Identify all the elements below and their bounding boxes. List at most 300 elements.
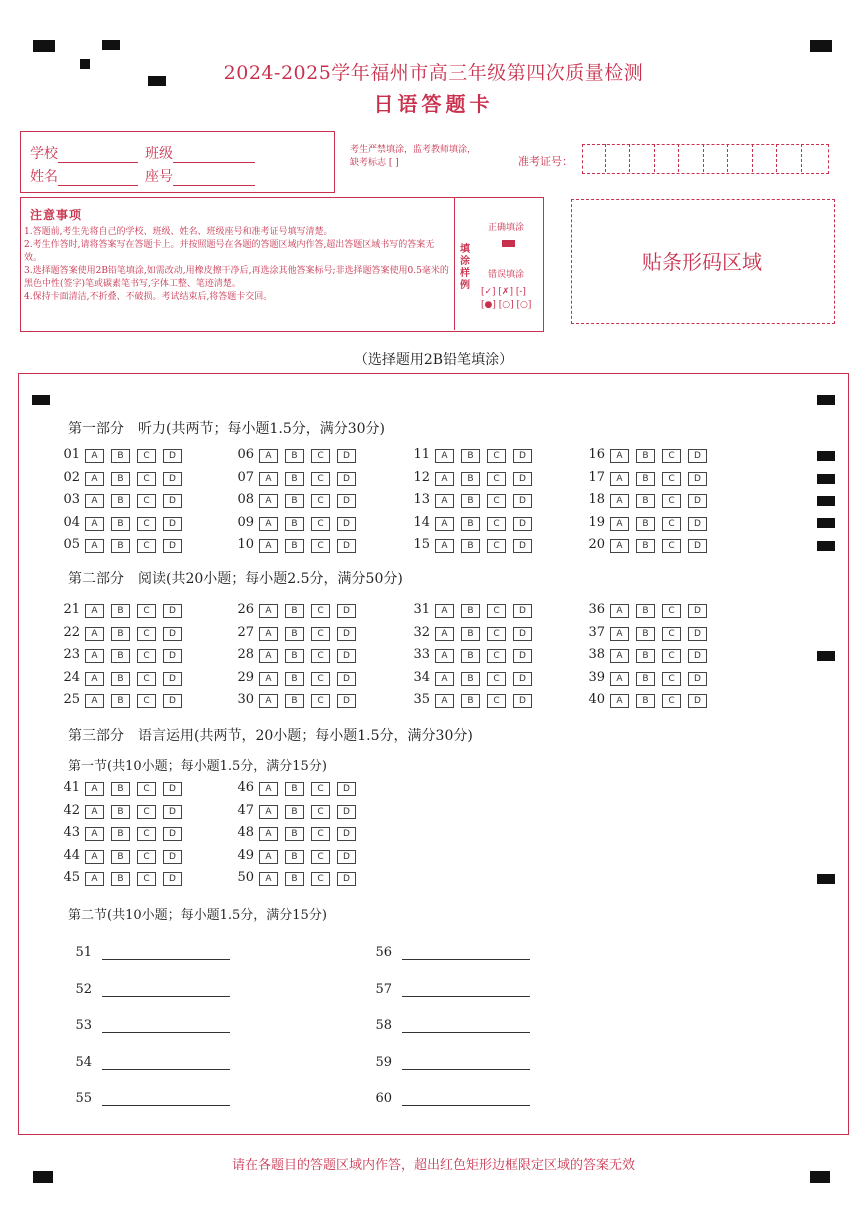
question-number: 28: [237, 647, 254, 663]
option-bubble-c[interactable]: C: [137, 627, 156, 641]
option-bubble-c[interactable]: C: [137, 850, 156, 864]
option-bubble-c[interactable]: C: [311, 449, 330, 463]
question-number: 24: [63, 669, 80, 685]
option-bubble-c[interactable]: C: [311, 627, 330, 641]
question-number: 16: [588, 447, 605, 462]
question-number: 36: [588, 602, 605, 617]
option-bubble-c[interactable]: C: [311, 805, 330, 819]
option-bubble-b[interactable]: B: [636, 649, 655, 663]
question-number: 58: [375, 1018, 392, 1034]
question-number: 53: [75, 1018, 92, 1034]
option-bubble-d[interactable]: D: [337, 604, 356, 618]
option-bubble-b[interactable]: B: [111, 827, 130, 841]
option-bubble-a[interactable]: A: [85, 517, 104, 531]
option-bubble-d[interactable]: D: [163, 827, 182, 841]
part1-title: 第一部分 听力(共两节；每小题1.5分，满分30分): [68, 421, 386, 437]
option-bubble-c[interactable]: C: [662, 539, 681, 553]
answer-line[interactable]: [102, 1068, 230, 1070]
option-bubble-d[interactable]: D: [337, 627, 356, 641]
option-bubble-b[interactable]: B: [285, 494, 304, 508]
option-bubble-b[interactable]: B: [285, 872, 304, 886]
class-field[interactable]: [145, 143, 255, 163]
option-bubble-a[interactable]: A: [85, 627, 104, 641]
option-bubble-c[interactable]: C: [311, 649, 330, 663]
option-bubble-c[interactable]: C: [662, 517, 681, 531]
option-bubble-a[interactable]: A: [610, 449, 629, 463]
option-bubble-b[interactable]: B: [111, 604, 130, 618]
option-bubble-c[interactable]: C: [311, 872, 330, 886]
option-bubble-b[interactable]: B: [111, 449, 130, 463]
timing-mark: [33, 40, 55, 52]
question-number: 01: [63, 447, 80, 462]
question-number: 12: [413, 469, 430, 485]
option-bubble-d[interactable]: D: [688, 649, 707, 663]
option-bubble-a[interactable]: A: [85, 850, 104, 864]
option-bubble-c[interactable]: C: [487, 517, 506, 531]
answer-line[interactable]: [102, 1104, 230, 1106]
option-bubble-a[interactable]: A: [610, 472, 629, 486]
question-number: 57: [375, 981, 392, 997]
option-bubble-d[interactable]: D: [337, 672, 356, 686]
option-bubble-d[interactable]: D: [513, 539, 532, 553]
option-bubble-b[interactable]: B: [285, 827, 304, 841]
option-bubble-a[interactable]: A: [435, 449, 454, 463]
option-bubble-d[interactable]: D: [337, 449, 356, 463]
option-bubble-b[interactable]: B: [111, 517, 130, 531]
option-bubble-b[interactable]: B: [111, 782, 130, 796]
option-bubble-d[interactable]: D: [513, 672, 532, 686]
option-bubble-c[interactable]: C: [662, 604, 681, 618]
question-number: 39: [588, 669, 605, 685]
option-bubble-d[interactable]: D: [513, 604, 532, 618]
option-bubble-d[interactable]: D: [688, 627, 707, 641]
footer-note: 请在各题目的答题区域内作答，超出红色矩形边框限定区域的答案无效: [231, 1158, 635, 1173]
option-bubble-a[interactable]: A: [435, 472, 454, 486]
question-number: 44: [63, 847, 80, 863]
question-number: 19: [588, 514, 605, 530]
option-bubble-b[interactable]: B: [285, 449, 304, 463]
option-bubble-d[interactable]: D: [688, 539, 707, 553]
question-number: 49: [237, 847, 254, 863]
option-bubble-b[interactable]: B: [636, 517, 655, 531]
option-bubble-d[interactable]: D: [688, 517, 707, 531]
question-number: 32: [413, 624, 430, 640]
option-bubble-b[interactable]: B: [285, 539, 304, 553]
correct-label: 正确填涂: [488, 223, 525, 233]
option-bubble-a[interactable]: A: [435, 539, 454, 553]
option-bubble-d[interactable]: D: [337, 805, 356, 819]
option-bubble-b[interactable]: B: [461, 672, 480, 686]
instruction-text: （选择题用2B铅笔填涂）: [353, 352, 514, 368]
option-bubble-b[interactable]: B: [636, 672, 655, 686]
option-bubble-b[interactable]: B: [285, 694, 304, 708]
wrong-marks-2: [●] [○] [○]: [481, 300, 532, 310]
name-label: 姓名: [30, 169, 58, 185]
option-bubble-b[interactable]: B: [461, 472, 480, 486]
option-bubble-d[interactable]: D: [337, 850, 356, 864]
question-number: 22: [63, 624, 80, 640]
option-bubble-b[interactable]: B: [636, 604, 655, 618]
seat-field[interactable]: [145, 166, 255, 186]
option-bubble-b[interactable]: B: [111, 694, 130, 708]
option-bubble-c[interactable]: C: [137, 672, 156, 686]
question-number: 17: [588, 469, 605, 485]
question-number: 35: [413, 692, 430, 708]
option-bubble-c[interactable]: C: [137, 649, 156, 663]
option-bubble-b[interactable]: B: [636, 449, 655, 463]
option-bubble-a[interactable]: A: [435, 649, 454, 663]
option-bubble-d[interactable]: D: [513, 494, 532, 508]
answer-line[interactable]: [402, 958, 530, 960]
option-bubble-d[interactable]: D: [337, 827, 356, 841]
option-bubble-d[interactable]: D: [513, 694, 532, 708]
option-bubble-d[interactable]: D: [163, 782, 182, 796]
ticket-label: 准考证号：: [518, 155, 573, 168]
name-field[interactable]: [30, 166, 138, 186]
option-bubble-c[interactable]: C: [487, 694, 506, 708]
option-bubble-b[interactable]: B: [111, 494, 130, 508]
option-bubble-c[interactable]: C: [137, 472, 156, 486]
question-number: 27: [237, 624, 254, 640]
correct-mark-sample: [502, 240, 515, 247]
option-bubble-a[interactable]: A: [259, 805, 278, 819]
part3-sec1-title: 第一节(共10小题；每小题1.5分，满分15分): [68, 759, 327, 774]
part3-title: 第三部分 语言运用(共两节，20小题；每小题1.5分，满分30分): [68, 728, 473, 744]
option-bubble-c[interactable]: C: [311, 472, 330, 486]
part2-title: 第二部分 阅读(共20小题；每小题2.5分，满分50分): [68, 571, 403, 587]
option-bubble-c[interactable]: C: [487, 494, 506, 508]
question-number: 06: [237, 447, 254, 462]
option-bubble-a[interactable]: A: [85, 672, 104, 686]
question-number: 37: [588, 624, 605, 640]
option-bubble-b[interactable]: B: [636, 627, 655, 641]
question-number: 20: [588, 537, 605, 553]
question-number: 09: [237, 514, 254, 530]
option-bubble-a[interactable]: A: [259, 604, 278, 618]
option-bubble-c[interactable]: C: [137, 805, 156, 819]
option-bubble-c[interactable]: C: [311, 782, 330, 796]
question-number: 48: [237, 825, 254, 841]
option-bubble-d[interactable]: D: [163, 872, 182, 886]
option-bubble-d[interactable]: D: [337, 517, 356, 531]
option-bubble-c[interactable]: C: [311, 672, 330, 686]
question-number: 05: [63, 537, 80, 553]
question-number: 18: [588, 492, 605, 508]
option-bubble-b[interactable]: B: [636, 694, 655, 708]
school-label: 学校: [30, 146, 58, 162]
option-bubble-b[interactable]: B: [111, 872, 130, 886]
question-number: 13: [413, 492, 430, 508]
wrong-marks: [✓] [✗] [-]: [481, 287, 526, 297]
timing-mark: [810, 40, 832, 52]
option-bubble-c[interactable]: C: [137, 539, 156, 553]
option-bubble-d[interactable]: D: [688, 672, 707, 686]
notice-items: 1.答题前,考生先将自己的学校、班级、姓名、班级座号和准考证号填写清楚。 2.考生作答时,请将答案写在答题卡上。并按照题号在各题的答题区域内作答,超出答题区域书写的答案无效。 3.选择题答案使用2B铅笔填涂,如需改动,用橡皮擦干净后,再选涂其他答案标号;非选择题答案使用0.5毫米的黑色中性(签字)笔或碳素笔书写,字体工整、笔迹清楚。 4.保持卡面清洁,不折叠、不破损。考试结束后,将答题卡交回。: [24, 227, 449, 302]
page-title: 2024-2025学年福州市高三年级第四次质量检测: [223, 62, 644, 84]
question-number: 34: [413, 669, 430, 685]
option-bubble-c[interactable]: C: [311, 494, 330, 508]
option-bubble-b[interactable]: B: [111, 850, 130, 864]
question-number: 26: [237, 602, 254, 617]
answer-line[interactable]: [402, 1031, 530, 1033]
option-bubble-d[interactable]: D: [163, 539, 182, 553]
question-number: 43: [63, 825, 80, 841]
question-number: 54: [75, 1054, 92, 1070]
option-bubble-d[interactable]: D: [688, 694, 707, 708]
option-bubble-d[interactable]: D: [163, 649, 182, 663]
option-bubble-b[interactable]: B: [636, 472, 655, 486]
option-bubble-a[interactable]: A: [259, 517, 278, 531]
option-bubble-a[interactable]: A: [259, 872, 278, 886]
option-bubble-c[interactable]: C: [311, 694, 330, 708]
option-bubble-d[interactable]: D: [337, 694, 356, 708]
question-number: 55: [75, 1091, 92, 1107]
option-bubble-c[interactable]: C: [137, 604, 156, 618]
question-number: 07: [237, 469, 254, 485]
option-bubble-b[interactable]: B: [285, 805, 304, 819]
question-number: 60: [375, 1091, 392, 1107]
option-bubble-c[interactable]: C: [311, 850, 330, 864]
option-bubble-d[interactable]: D: [163, 449, 182, 463]
question-number: 10: [237, 537, 254, 553]
option-bubble-d[interactable]: D: [163, 805, 182, 819]
option-bubble-d[interactable]: D: [163, 494, 182, 508]
question-number: 52: [75, 981, 92, 997]
option-bubble-b[interactable]: B: [461, 694, 480, 708]
question-number: 42: [63, 802, 80, 818]
answer-line[interactable]: [402, 1068, 530, 1070]
option-bubble-c[interactable]: C: [311, 517, 330, 531]
option-bubble-a[interactable]: A: [610, 694, 629, 708]
answer-line[interactable]: [102, 995, 230, 997]
option-bubble-a[interactable]: A: [85, 694, 104, 708]
option-bubble-d[interactable]: D: [163, 472, 182, 486]
option-bubble-c[interactable]: C: [137, 782, 156, 796]
option-bubble-b[interactable]: B: [461, 604, 480, 618]
option-bubble-d[interactable]: D: [513, 472, 532, 486]
option-bubble-a[interactable]: A: [85, 472, 104, 486]
option-bubble-b[interactable]: B: [461, 449, 480, 463]
question-number: 15: [413, 537, 430, 553]
option-bubble-a[interactable]: A: [610, 539, 629, 553]
option-bubble-c[interactable]: C: [311, 539, 330, 553]
question-number: 41: [63, 780, 80, 795]
option-bubble-a[interactable]: A: [259, 649, 278, 663]
option-bubble-b[interactable]: B: [461, 494, 480, 508]
option-bubble-c[interactable]: C: [487, 649, 506, 663]
question-number: 46: [237, 780, 254, 795]
option-bubble-c[interactable]: C: [137, 449, 156, 463]
option-bubble-c[interactable]: C: [137, 517, 156, 531]
option-bubble-b[interactable]: B: [111, 805, 130, 819]
option-bubble-c[interactable]: C: [137, 827, 156, 841]
option-bubble-c[interactable]: C: [662, 494, 681, 508]
option-bubble-c[interactable]: C: [311, 827, 330, 841]
question-number: 33: [413, 647, 430, 663]
option-bubble-a[interactable]: A: [610, 627, 629, 641]
option-bubble-b[interactable]: B: [111, 649, 130, 663]
school-field[interactable]: [30, 143, 138, 163]
option-bubble-a[interactable]: A: [259, 694, 278, 708]
option-bubble-a[interactable]: A: [259, 539, 278, 553]
question-number: 02: [63, 469, 80, 485]
option-bubble-b[interactable]: B: [285, 850, 304, 864]
option-bubble-d[interactable]: D: [513, 517, 532, 531]
option-bubble-a[interactable]: A: [85, 604, 104, 618]
option-bubble-c[interactable]: C: [487, 604, 506, 618]
option-bubble-a[interactable]: A: [259, 850, 278, 864]
option-bubble-a[interactable]: A: [259, 672, 278, 686]
option-bubble-d[interactable]: D: [688, 604, 707, 618]
option-bubble-a[interactable]: A: [435, 694, 454, 708]
option-bubble-b[interactable]: B: [285, 517, 304, 531]
question-number: 14: [413, 514, 430, 530]
option-bubble-d[interactable]: D: [163, 850, 182, 864]
example-label: 填涂样例: [460, 244, 470, 291]
question-number: 04: [63, 514, 80, 530]
class-label: 班级: [145, 146, 173, 162]
option-bubble-c[interactable]: C: [487, 539, 506, 553]
option-bubble-a[interactable]: A: [610, 494, 629, 508]
question-number: 59: [375, 1054, 392, 1070]
option-bubble-b[interactable]: B: [461, 517, 480, 531]
option-bubble-c[interactable]: C: [662, 472, 681, 486]
question-number: 23: [63, 647, 80, 663]
question-number: 21: [63, 602, 80, 617]
question-number: 30: [237, 692, 254, 708]
option-bubble-c[interactable]: C: [311, 604, 330, 618]
option-bubble-d[interactable]: D: [337, 494, 356, 508]
option-bubble-a[interactable]: A: [259, 827, 278, 841]
option-bubble-d[interactable]: D: [513, 649, 532, 663]
answer-line[interactable]: [102, 958, 230, 960]
part3-sec2-title: 第二节(共10小题；每小题1.5分，满分15分): [68, 908, 327, 923]
option-bubble-a[interactable]: A: [85, 494, 104, 508]
option-bubble-a[interactable]: A: [85, 872, 104, 886]
option-bubble-a[interactable]: A: [259, 449, 278, 463]
option-bubble-b[interactable]: B: [285, 627, 304, 641]
option-bubble-d[interactable]: D: [337, 539, 356, 553]
option-bubble-a[interactable]: A: [85, 649, 104, 663]
question-number: 45: [63, 870, 80, 886]
option-bubble-a[interactable]: A: [259, 494, 278, 508]
question-number: 08: [237, 492, 254, 508]
option-bubble-a[interactable]: A: [435, 604, 454, 618]
question-number: 40: [588, 692, 605, 708]
option-bubble-d[interactable]: D: [163, 694, 182, 708]
option-bubble-c[interactable]: C: [662, 449, 681, 463]
question-number: 51: [75, 945, 92, 960]
answer-area: [18, 373, 849, 1135]
option-bubble-a[interactable]: A: [435, 672, 454, 686]
seat-label: 座号: [145, 169, 173, 185]
answer-line[interactable]: [402, 995, 530, 997]
option-bubble-b[interactable]: B: [636, 494, 655, 508]
option-bubble-c[interactable]: C: [487, 472, 506, 486]
question-number: 50: [237, 870, 254, 886]
option-bubble-a[interactable]: A: [435, 627, 454, 641]
barcode-label: 贴条形码区域: [642, 250, 762, 274]
option-bubble-c[interactable]: C: [662, 694, 681, 708]
option-bubble-c[interactable]: C: [487, 672, 506, 686]
option-bubble-c[interactable]: C: [662, 649, 681, 663]
option-bubble-a[interactable]: A: [85, 449, 104, 463]
option-bubble-a[interactable]: A: [259, 627, 278, 641]
question-number: 31: [413, 602, 430, 617]
option-bubble-b[interactable]: B: [111, 539, 130, 553]
question-number: 25: [63, 692, 80, 708]
option-bubble-d[interactable]: D: [688, 472, 707, 486]
option-bubble-d[interactable]: D: [688, 449, 707, 463]
option-bubble-d[interactable]: D: [337, 649, 356, 663]
option-bubble-d[interactable]: D: [688, 494, 707, 508]
option-bubble-c[interactable]: C: [662, 627, 681, 641]
question-number: 03: [63, 492, 80, 508]
option-bubble-b[interactable]: B: [285, 782, 304, 796]
option-bubble-b[interactable]: B: [111, 672, 130, 686]
option-bubble-d[interactable]: D: [163, 672, 182, 686]
option-bubble-c[interactable]: C: [662, 672, 681, 686]
option-bubble-a[interactable]: A: [610, 517, 629, 531]
option-bubble-c[interactable]: C: [137, 872, 156, 886]
option-bubble-d[interactable]: D: [163, 604, 182, 618]
option-bubble-b[interactable]: B: [285, 672, 304, 686]
option-bubble-d[interactable]: D: [513, 449, 532, 463]
option-bubble-c[interactable]: C: [487, 449, 506, 463]
question-number: 38: [588, 647, 605, 663]
option-bubble-b[interactable]: B: [111, 627, 130, 641]
option-bubble-a[interactable]: A: [259, 782, 278, 796]
option-bubble-d[interactable]: D: [513, 627, 532, 641]
option-bubble-b[interactable]: B: [636, 539, 655, 553]
option-bubble-a[interactable]: A: [435, 494, 454, 508]
option-bubble-a[interactable]: A: [435, 517, 454, 531]
question-number: 56: [375, 945, 392, 960]
option-bubble-b[interactable]: B: [285, 649, 304, 663]
notice-title: 注意事项: [30, 208, 83, 222]
option-bubble-d[interactable]: D: [337, 872, 356, 886]
option-bubble-d[interactable]: D: [163, 517, 182, 531]
option-bubble-d[interactable]: D: [163, 627, 182, 641]
option-bubble-d[interactable]: D: [337, 472, 356, 486]
option-bubble-b[interactable]: B: [285, 604, 304, 618]
option-bubble-d[interactable]: D: [337, 782, 356, 796]
option-bubble-a[interactable]: A: [610, 649, 629, 663]
option-bubble-a[interactable]: A: [85, 805, 104, 819]
option-bubble-b[interactable]: B: [461, 539, 480, 553]
option-bubble-a[interactable]: A: [610, 604, 629, 618]
absent-note: 考生严禁填涂，监考教师填涂， 缺考标志 [ ]: [350, 145, 477, 168]
question-number: 11: [413, 447, 430, 462]
answer-line[interactable]: [402, 1104, 530, 1106]
option-bubble-a[interactable]: A: [610, 672, 629, 686]
option-bubble-b[interactable]: B: [461, 649, 480, 663]
option-bubble-c[interactable]: C: [137, 694, 156, 708]
option-bubble-a[interactable]: A: [85, 782, 104, 796]
answer-line[interactable]: [102, 1031, 230, 1033]
option-bubble-a[interactable]: A: [85, 539, 104, 553]
option-bubble-a[interactable]: A: [259, 472, 278, 486]
question-number: 29: [237, 669, 254, 685]
option-bubble-b[interactable]: B: [461, 627, 480, 641]
option-bubble-c[interactable]: C: [487, 627, 506, 641]
option-bubble-b[interactable]: B: [285, 472, 304, 486]
timing-mark: [102, 40, 120, 50]
option-bubble-a[interactable]: A: [85, 827, 104, 841]
wrong-label: 错误填涂: [488, 270, 525, 280]
option-bubble-c[interactable]: C: [137, 494, 156, 508]
option-bubble-b[interactable]: B: [111, 472, 130, 486]
